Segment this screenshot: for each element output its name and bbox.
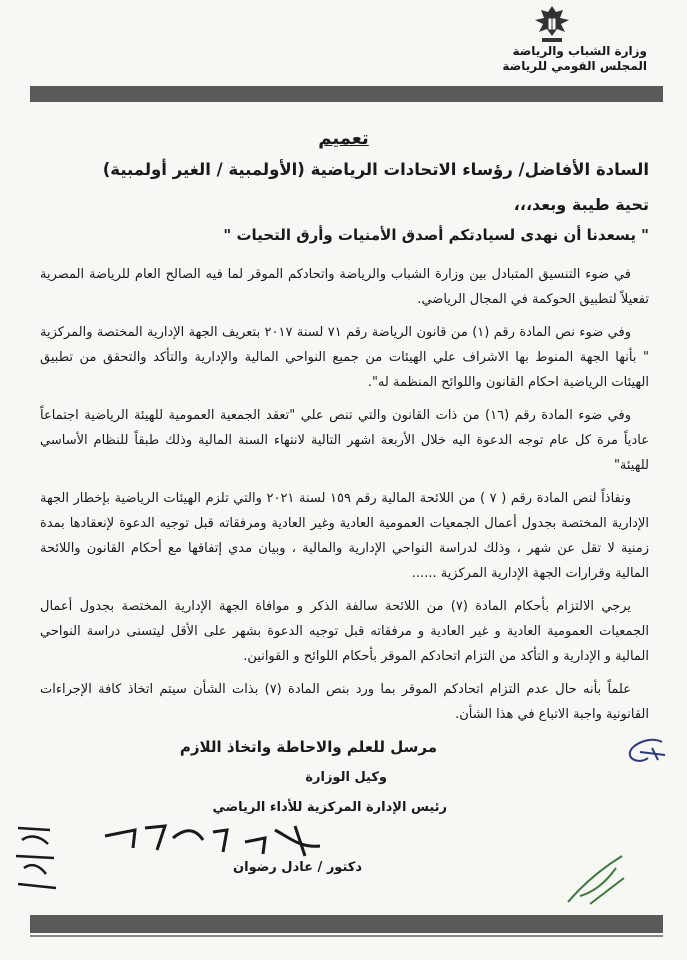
header-divider	[30, 86, 663, 102]
paragraph: في ضوء التنسيق المتبادل بين وزارة الشباب والرياضة واتحادكم الموقر لما فيه الصالح العام للرياضة المصرية تفعيلاً لتطبيق الحوكمة في المجال الرياضي.	[40, 267, 649, 307]
closing-line: مرسل للعلم والاحاطة واتخاذ اللازم	[179, 738, 437, 756]
document-title: تعميم	[318, 128, 369, 149]
document-body	[40, 262, 649, 735]
handwritten-green-signature	[560, 848, 635, 908]
signatory-title: وكيل الوزارة	[305, 770, 387, 785]
paragraph: علماً بأنه حال عدم التزام اتحادكم الموقر بما ورد بنص المادة (٧) بذات الشأن سيتم اتخاذ كافة الإجراءات القانونية واجبة الاتباع في هذا الشأن.	[40, 682, 649, 722]
greeting-line: تحية طيبة وبعد،،،	[513, 195, 649, 214]
addressee-line: السادة الأفاضل/ رؤساء الاتحادات الرياضية (الأولمبية / الغير أولمبية)	[102, 160, 649, 179]
eagle-emblem-icon	[529, 2, 575, 46]
wishes-line: " يسعدنا أن نهدى لسيادتكم أصدق الأمنيات وأرق التحيات "	[223, 226, 649, 244]
paragraph: يرجي الالتزام بأحكام المادة (٧) من اللائحة سالفة الذكر و موافاة الجهة الإدارية المختصة بجدول أعمال الجمعيات العمومية العادية و غير العادية و مرفقاته قبل توجيه الدعوة بشهر على الأقل ليتسنى دراسة النواحي المالية و الإدارية و التأكد من التزام اتحادكم الموقر بأحكام اللوائح و القوانين.	[40, 599, 649, 664]
paragraph: وفي ضوء نص المادة رقم (١) من قانون الرياضة رقم ٧١ لسنة ٢٠١٧ بتعريف الجهة الإدارية المختصة والمركزية " بأنها الجهة المنوط بها الاشراف علي الهيئات من جميع النواحي المالية والإدارية والتأكد والتحقق من تطبيق الهيئات الرياضية احكام القانون واللوائح المنظمة له".	[40, 325, 649, 390]
footer-divider	[30, 915, 663, 933]
paragraph: ونفاذاً لنص المادة رقم ( ٧ ) من اللائحة المالية رقم ١٥٩ لسنة ٢٠٢١ والتي تلزم الهيئات الرياضية بإخطار الجهة الإدارية المختصة بجدول أعمال الجمعيات العمومية العادية وغير العادية ومرفقاته قبل توجيه الدعوة لإنعقادها بمدة زمنية لا تقل عن شهر ، وذلك لدراسة النواحي الإدارية والمالية ، وبيان مدي إتفاقها مع أحكام القانون واللائحة المالية وقرارات الجهة الإدارية المركزية ......	[40, 491, 649, 581]
ministry-header	[502, 44, 647, 74]
signatory-role: رئيس الإدارة المركزية للأداء الرياضي	[212, 800, 447, 815]
handwritten-initial-signature	[610, 730, 670, 770]
signatory-name: دكتور / عادل رضوان	[233, 860, 362, 875]
paragraph: وفي ضوء المادة رقم (١٦) من ذات القانون والتي تنص علي "تعقد الجمعية العمومية للهيئة الرياضية اجتماعاً عادياً مرة كل عام توجه الدعوة اليه خلال الأربعة اشهر التالية لانتهاء السنة المالية وذلك طبقاً للنظام الأساسي للهيئة"	[40, 408, 649, 473]
council-name: المجلس القومي للرياضة	[502, 59, 647, 73]
handwritten-marginal-note	[10, 818, 65, 898]
handwritten-signature	[95, 808, 340, 868]
ministry-name: وزارة الشباب والرياضة	[512, 44, 647, 58]
